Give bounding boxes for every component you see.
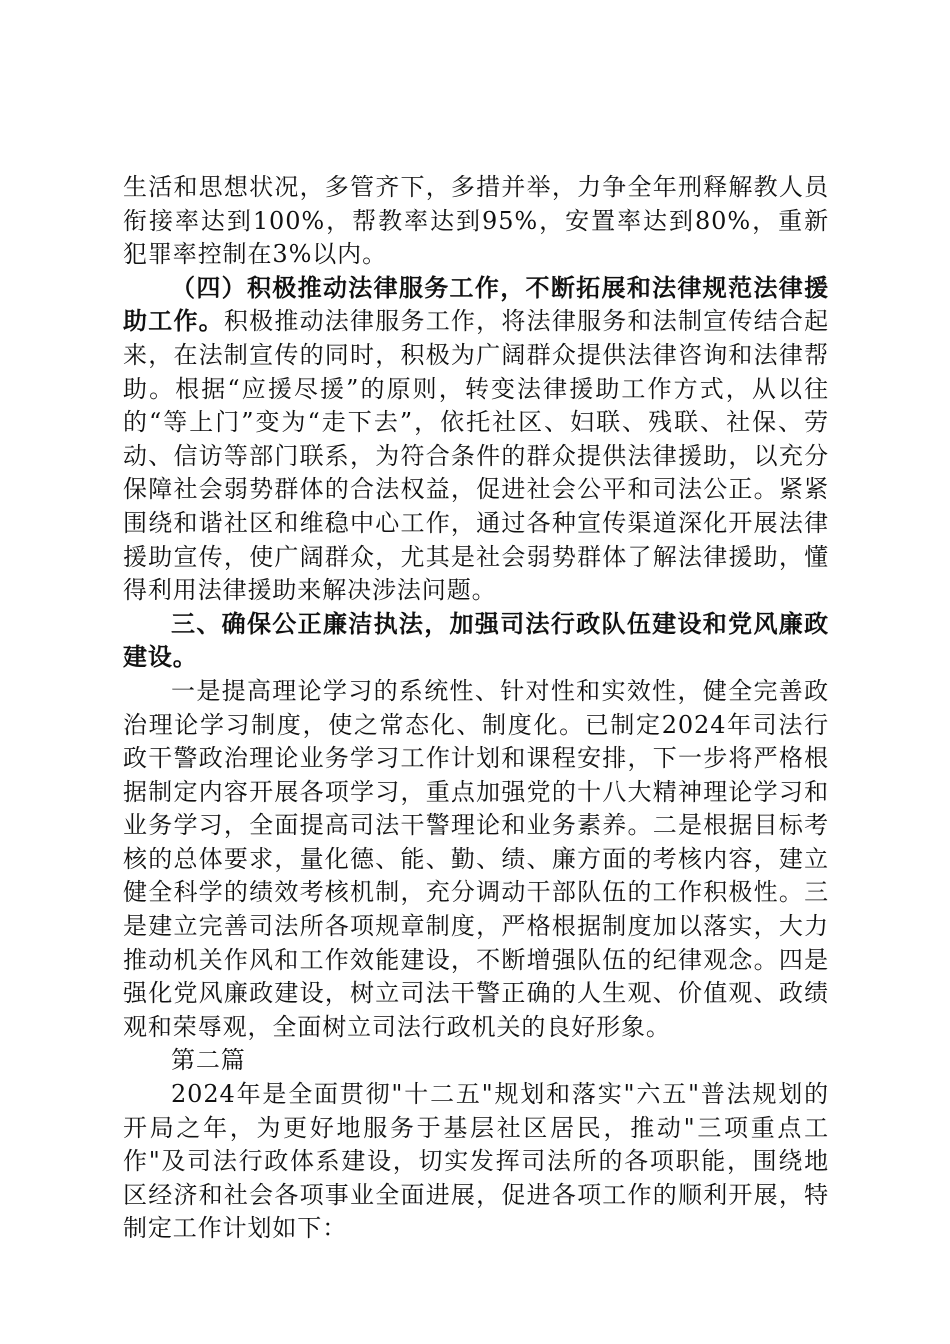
section-heading-three: 三、确保公正廉洁执法，加强司法行政队伍建设和党风廉政建设。 [123,609,829,672]
paragraph-legal-aid-body: 积极推动法律服务工作，将法律服务和法制宣传结合起来，在法制宣传的同时，积极为广阔群众提供法律咨询和法律帮助。根据“应援尽援”的原则，转变法律援助工作方式，从以往的“等上门”变为“走下去”，依托社区、妇联、残联、社保、劳动、信访等部门联系，为符合条件的群众提供法律援助，以充分保障社会弱势群体的合法权益，促进社会公平和司法公正。紧紧围绕和谐社区和维稳中心工作，通过各种宣传渠道深化开展法律援助宣传，使广阔群众，尤其是社会弱势群体了解法律援助，懂得利用法律援助来解决涉法问题。 [123,307,829,605]
part-two-label: 第二篇 [171,1046,246,1075]
paragraph-part-two-intro: 2024年是全面贯彻"十二五"规划和落实"六五"普法规划的开局之年，为更好地服务于基层社区居民，推动"三项重点工作"及司法行政体系建设，切实发挥司法所的各项职能，围绕地区经济和社会各项事业全面进展，促进各项工作的顺利开展，特制定工作计划如下： [123,1080,829,1243]
paragraph-legal-aid [123,272,829,608]
subheading-legal-aid: （四）积极推动法律服务工作，不断拓展和法律规范法律援助工作。 [123,273,829,336]
paragraph-team-building: 一是提高理论学习的系统性、针对性和实效性，健全完善政治理论学习制度，使之常态化、制度化。已制定2024年司法行政干警政治理论业务学习工作计划和课程安排，下一步将严格根据制定内容开展各项学习，重点加强党的十八大精神理论学习和业务学习，全面提高司法干警理论和业务素养。二是根据目标考核的总体要求，量化德、能、勤、绩、廉方面的考核内容，建立健全科学的绩效考核机制，充分调动干部队伍的工作积极性。三是建立完善司法所各项规章制度，严格根据制度加以落实，大力推动机关作风和工作效能建设，不断增强队伍的纪律观念。四是强化党风廉政建设，树立司法干警正确的人生观、价值观、政绩观和荣辱观，全面树立司法行政机关的良好形象。 [123,676,829,1041]
document-body [123,171,829,1246]
paragraph-continuation: 生活和思想状况，多管齐下，多措并举，力争全年刑释解教人员衔接率达到100%，帮教率达到95%，安置率达到80%，重新犯罪率控制在3%以内。 [123,173,829,269]
